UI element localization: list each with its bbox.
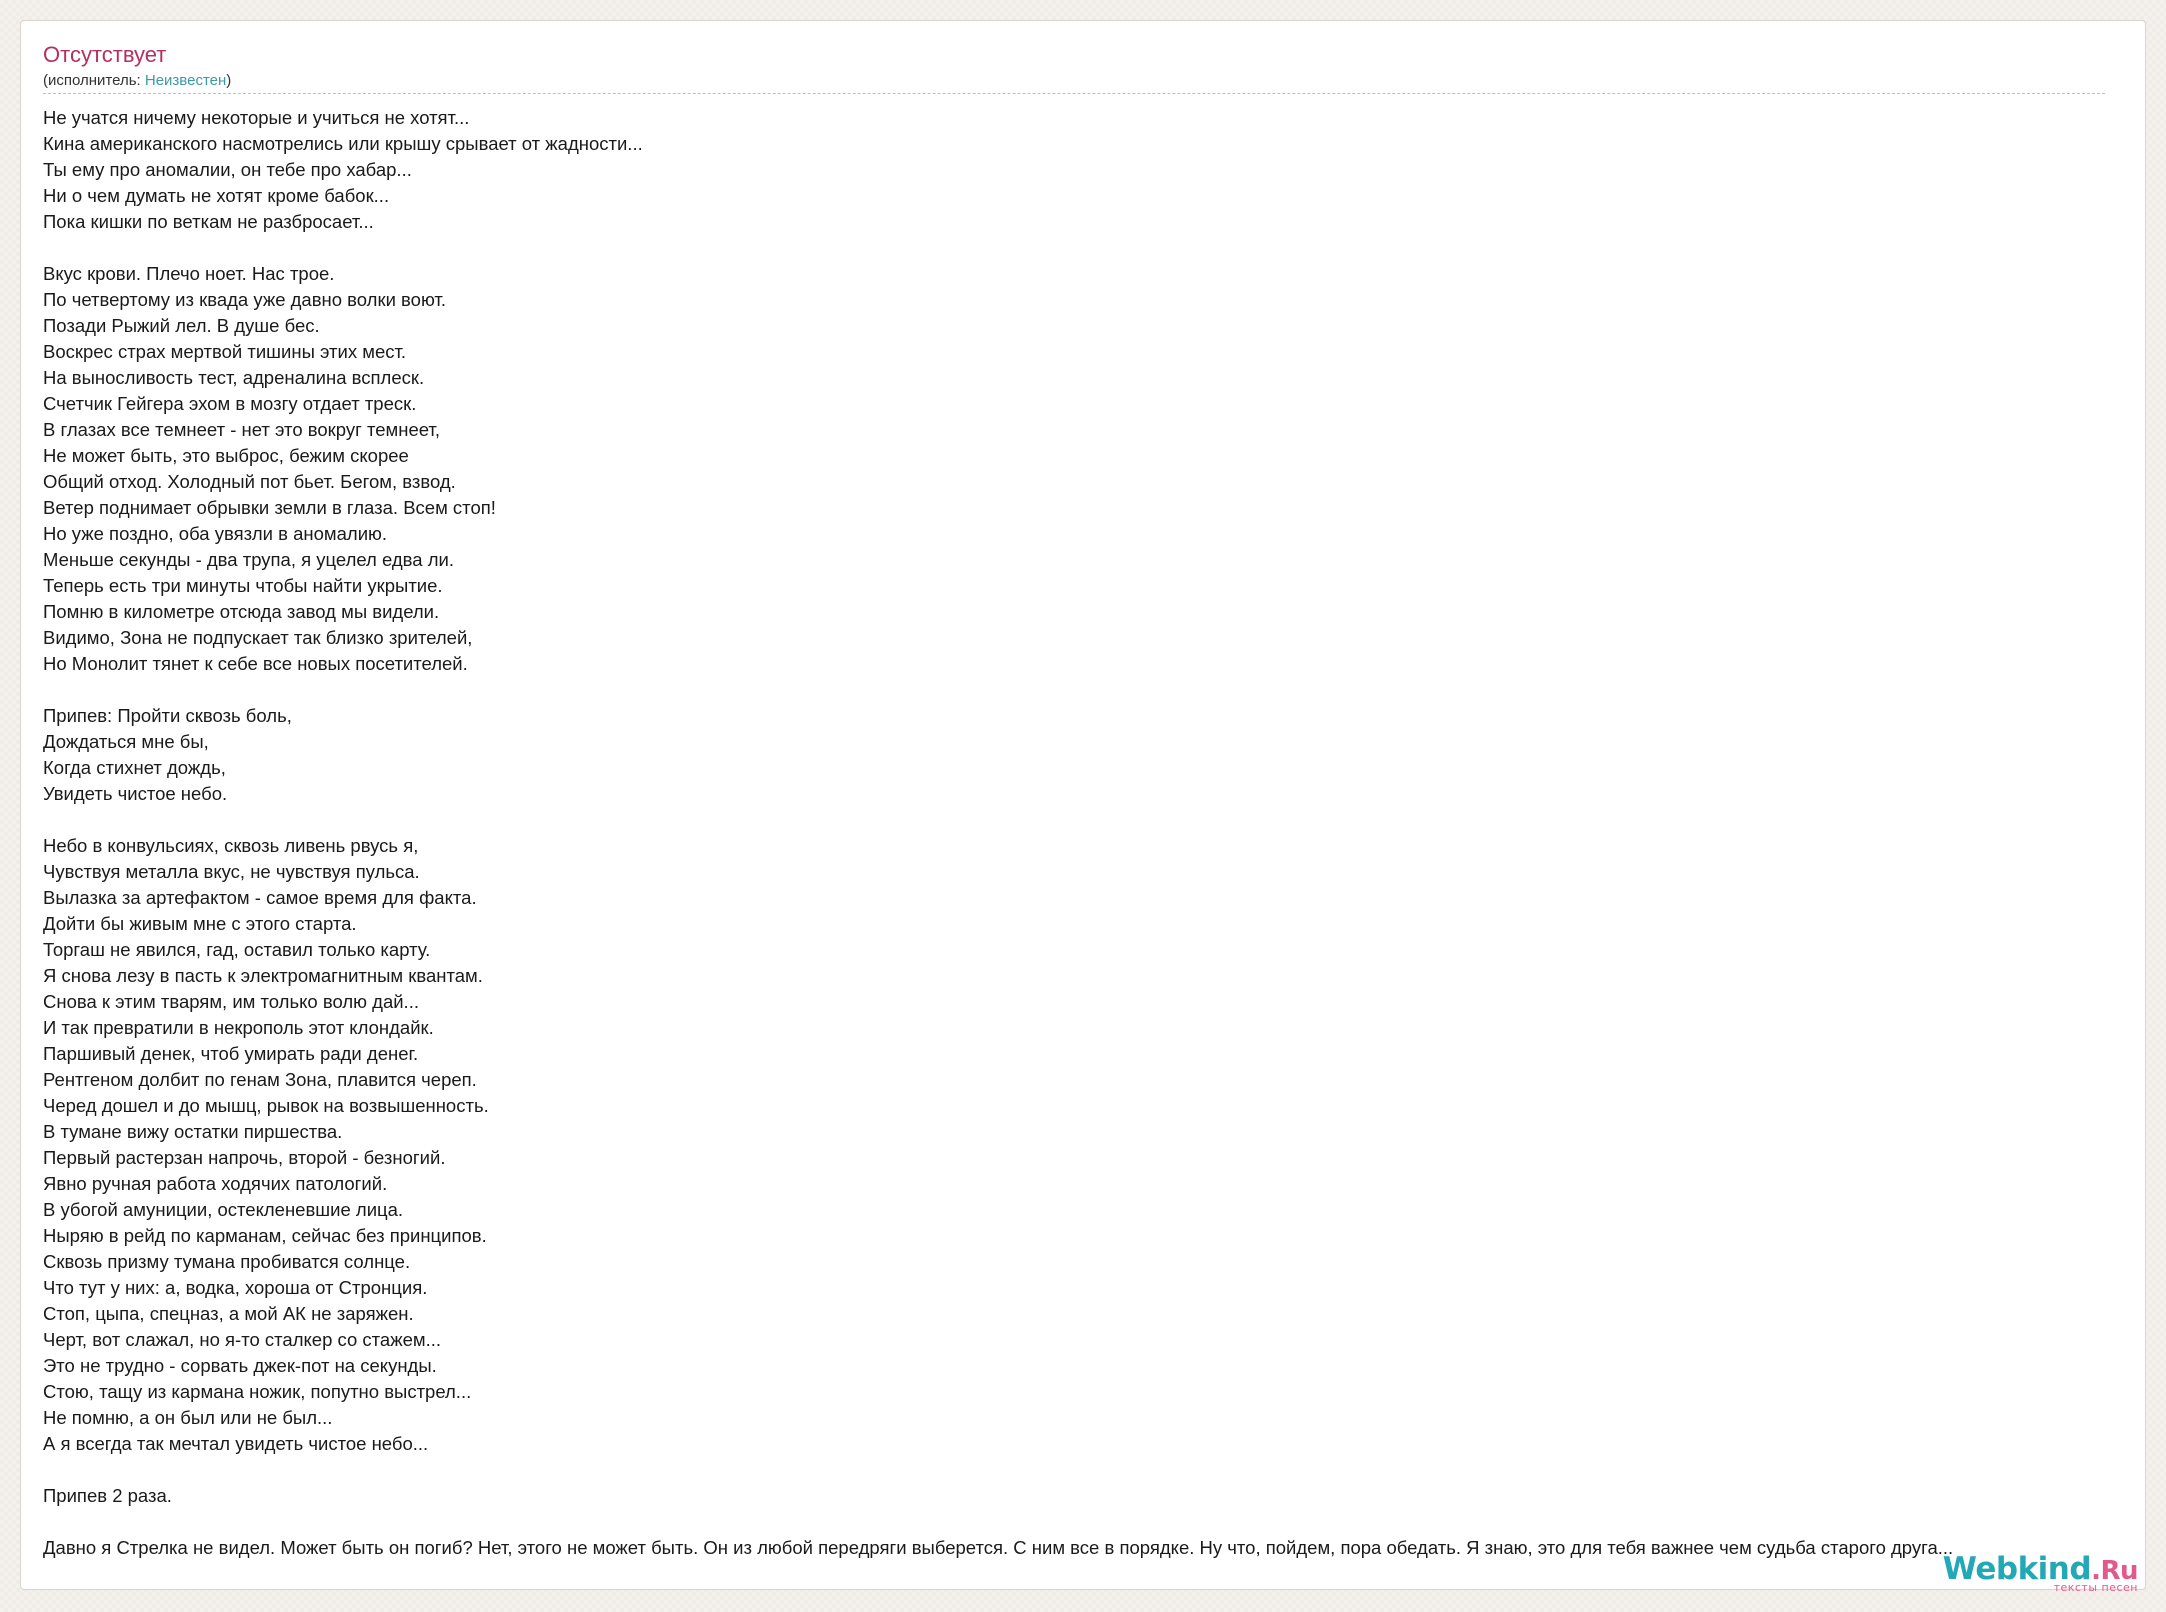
- lyric-line: Вкус крови. Плечо ноет. Нас трое.: [43, 263, 335, 284]
- lyric-line: В тумане вижу остатки пиршества.: [43, 1121, 343, 1142]
- lyric-line: Стоп, цыпа, спецназ, а мой АК не заряжен.: [43, 1303, 414, 1324]
- title-divider: [43, 93, 2105, 94]
- lyric-line: [43, 1457, 2145, 1483]
- lyric-line: Я снова лезу в пасть к электромагнитным квантам.: [43, 965, 483, 986]
- lyric-line: Ветер поднимает обрывки земли в глаза. Всем стоп!: [43, 497, 496, 518]
- lyric-line: [43, 1509, 2145, 1535]
- artist-link[interactable]: Неизвестен: [144, 72, 227, 89]
- lyric-line: [43, 235, 2145, 261]
- lyric-line: Ни о чем думать не хотят кроме бабок...: [43, 185, 390, 206]
- lyric-line: Когда стихнет дождь,: [43, 757, 226, 778]
- lyric-line: Припев: Пройти сквозь боль,: [43, 705, 292, 726]
- lyric-line: Явно ручная работа ходячих патологий.: [43, 1173, 388, 1194]
- song-title: Отсутствует: [43, 42, 167, 67]
- lyric-line: Черед дошел и до мышц, рывок на возвышенность.: [43, 1095, 489, 1116]
- lyric-line: Вылазка за артефактом - самое время для факта.: [43, 887, 477, 908]
- lyric-line: Паршивый денек, чтоб умирать ради денег.: [43, 1043, 419, 1064]
- lyric-line: Стою, тащу из кармана ножик, попутно выстрел...: [43, 1381, 472, 1402]
- logo-tagline: тексты песен: [2053, 1581, 2138, 1594]
- lyric-line: Меньше секунды - два трупа, я уцелел едва ли.: [43, 549, 454, 570]
- lyric-line: Припев 2 раза.: [43, 1485, 172, 1506]
- lyric-line: Кина американского насмотрелись или крышу срывает от жадности...: [43, 133, 643, 154]
- lyric-line: Давно я Стрелка не видел. Может быть он погиб? Нет, этого не может быть. Он из любой передряги выберется. С ним все в порядке. Ну что, пойдем, пора обедать. Я знаю, это для тебя важнее чем судьба старого друга...: [43, 1537, 1954, 1558]
- artist-prefix: (исполнитель:: [43, 72, 145, 89]
- artist-suffix: ): [226, 72, 232, 89]
- lyric-line: Торгаш не явился, гад, оставил только карту.: [43, 939, 431, 960]
- lyric-line: И так превратили в некрополь этот клондайк.: [43, 1017, 434, 1038]
- lyric-line: По четвертому из квада уже давно волки воют.: [43, 289, 446, 310]
- site-logo[interactable]: [1943, 1551, 2138, 1594]
- lyric-line: Увидеть чистое небо.: [43, 783, 228, 804]
- lyrics-text: [43, 105, 2145, 1561]
- lyric-line: Небо в конвульсиях, сквозь ливень рвусь я,: [43, 835, 419, 856]
- logo-brand-name: Webkind: [1942, 1551, 2092, 1587]
- lyric-line: Но Монолит тянет к себе все новых посетителей.: [43, 653, 468, 674]
- lyric-line: Что тут у них: а, водка, хороша от Стронция.: [43, 1277, 428, 1298]
- lyric-line: Счетчик Гейгера эхом в мозгу отдает треск.: [43, 393, 417, 414]
- lyric-line: Воскрес страх мертвой тишины этих мест.: [43, 341, 407, 362]
- lyric-line: Не учатся ничему некоторые и учиться не хотят...: [43, 107, 470, 128]
- lyric-line: Это не трудно - сорвать джек-пот на секунды.: [43, 1355, 437, 1376]
- lyric-line: Помню в километре отсюда завод мы видели.: [43, 601, 440, 622]
- lyric-line: А я всегда так мечтал увидеть чистое небо...: [43, 1433, 429, 1454]
- lyrics-card: [20, 20, 2146, 1590]
- lyric-line: Снова к этим тварям, им только волю дай...: [43, 991, 419, 1012]
- lyric-line: [43, 807, 2145, 833]
- lyric-line: Сквозь призму тумана пробиватся солнце.: [43, 1251, 411, 1272]
- lyric-line: Но уже поздно, оба увязли в аномалию.: [43, 523, 388, 544]
- lyric-line: Дождаться мне бы,: [43, 731, 209, 752]
- lyric-line: Теперь есть три минуты чтобы найти укрытие.: [43, 575, 443, 596]
- lyric-line: Видимо, Зона не подпускает так близко зрителей,: [43, 627, 473, 648]
- lyric-line: Дойти бы живым мне с этого старта.: [43, 913, 357, 934]
- lyric-line: На выносливость тест, адреналина всплеск.: [43, 367, 425, 388]
- logo-tld: .Ru: [2091, 1556, 2138, 1586]
- lyric-line: Черт, вот слажал, но я-то сталкер со стажем...: [43, 1329, 442, 1350]
- lyric-line: Ты ему про аномалии, он тебе про хабар...: [43, 159, 412, 180]
- lyric-line: Общий отход. Холодный пот бьет. Бегом, взвод.: [43, 471, 456, 492]
- lyric-line: Позади Рыжий лел. В душе бес.: [43, 315, 320, 336]
- lyric-line: Рентгеном долбит по генам Зона, плавится череп.: [43, 1069, 477, 1090]
- lyric-line: В глазах все темнеет - нет это вокруг темнеет,: [43, 419, 440, 440]
- lyric-line: Чувствуя металла вкус, не чувствуя пульса.: [43, 861, 420, 882]
- artist-line: [43, 72, 231, 90]
- lyric-line: Не может быть, это выброс, бежим скорее: [43, 445, 409, 466]
- lyric-line: Не помню, а он был или не был...: [43, 1407, 333, 1428]
- lyric-line: Первый растерзан напрочь, второй - безногий.: [43, 1147, 446, 1168]
- lyric-line: Пока кишки по веткам не разбросает...: [43, 211, 374, 232]
- lyric-line: Ныряю в рейд по карманам, сейчас без принципов.: [43, 1225, 487, 1246]
- lyric-line: В убогой амуниции, остекленевшие лица.: [43, 1199, 404, 1220]
- lyric-line: [43, 677, 2145, 703]
